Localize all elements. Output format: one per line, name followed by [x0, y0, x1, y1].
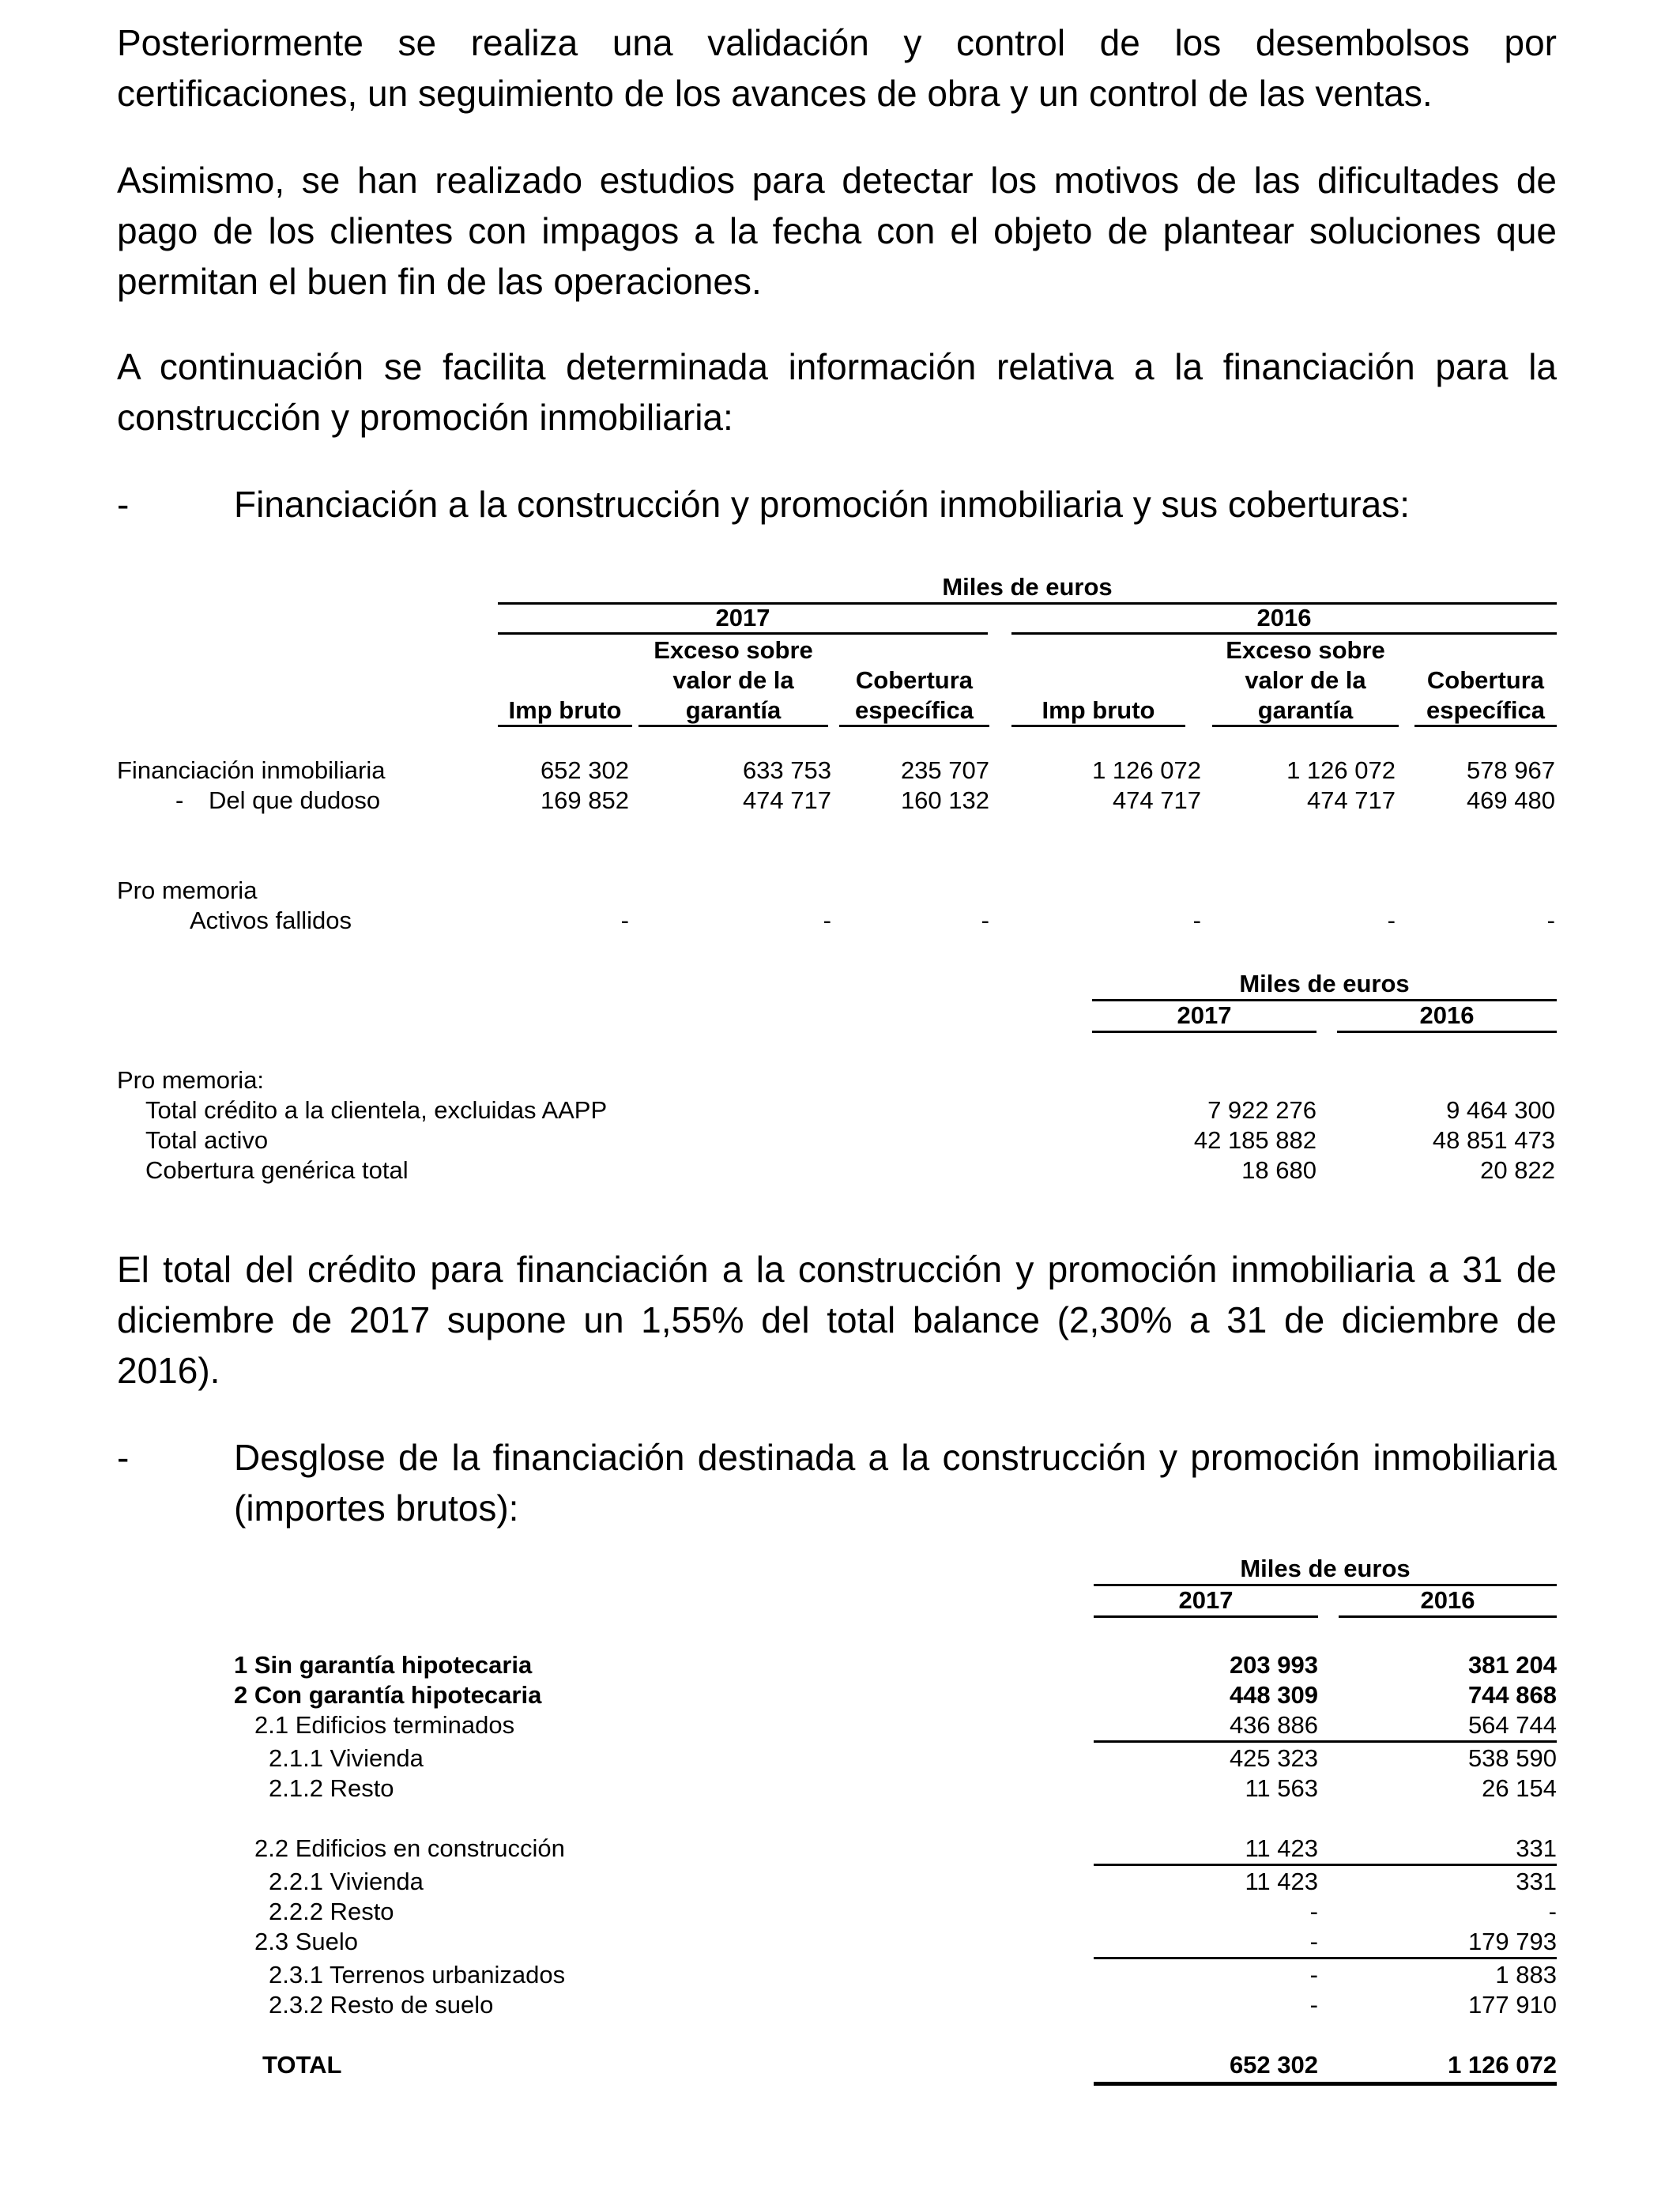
table2-cell: 20 822	[1480, 1156, 1555, 1184]
table3-cell: 203 993	[1229, 1651, 1318, 1679]
table3-total-cell: 1 126 072	[1448, 2051, 1557, 2079]
table3-cell: 425 323	[1229, 1744, 1318, 1772]
table1-cell: 469 480	[1466, 786, 1555, 814]
paragraph-validacion: Posteriormente se realiza una validación y control de los desembolsos por certificaciones, un seguimiento de los avances de obra y un control de las ventas.	[117, 22, 1557, 114]
table2-cell: 48 851 473	[1432, 1126, 1555, 1154]
table2-row-label: Cobertura genérica total	[145, 1156, 409, 1184]
bullet-desglose: Desglose de la financiación destinada a la construcción y promoción inmobiliaria (importes brutos):	[234, 1437, 1557, 1529]
table1-header-imp-bruto-2016: Imp bruto	[1042, 696, 1155, 724]
table2-year-2016: 2016	[1419, 1001, 1475, 1029]
table3-cell: 11 423	[1245, 1868, 1318, 1895]
table3-row-label: 2.2.1 Vivienda	[269, 1868, 424, 1895]
table3-cell: 744 868	[1467, 1681, 1557, 1709]
table3-cell: 179 793	[1467, 1928, 1557, 1955]
table3-cell: 11 563	[1245, 1774, 1318, 1802]
table1-year-2016: 2016	[1256, 604, 1312, 631]
table3-cell: 436 886	[1229, 1711, 1318, 1739]
table2-cell: 18 680	[1241, 1156, 1317, 1184]
table3-row-label: 2.1.1 Vivienda	[269, 1744, 424, 1772]
table3-subtotal-rule	[1094, 1957, 1557, 1959]
table3-row-label: 2.2 Edificios en construcción	[254, 1834, 565, 1862]
table1-cell: 169 852	[540, 786, 629, 814]
table1-cell: 474 717	[742, 786, 831, 814]
table1-rule-imp-2016	[1011, 725, 1185, 727]
table1-cell: -	[1546, 907, 1555, 934]
table1-header-exceso-l3-2017: garantía	[685, 696, 782, 724]
table1-cell: 652 302	[540, 756, 629, 784]
table2-memo-label: Pro memoria:	[117, 1066, 265, 1094]
table1-cell: 1 126 072	[1286, 756, 1396, 784]
table1-cell: 633 753	[742, 756, 831, 784]
table1-header-exceso-l2-2017: valor de la	[672, 666, 794, 694]
table1-cell: -	[1192, 907, 1201, 934]
table1-cell: 1 126 072	[1092, 756, 1201, 784]
table3-row-label: 1 Sin garantía hipotecaria	[234, 1651, 533, 1679]
table1-row-marker: -	[175, 786, 184, 814]
table1-cell: -	[620, 907, 629, 934]
table3-cell: -	[1309, 1928, 1318, 1955]
table1-cell: 578 967	[1466, 756, 1555, 784]
paragraph-estudios: Asimismo, se han realizado estudios para detectar los motivos de las dificultades de pago de los clientes con impagos a la fecha con el objeto de plantear soluciones que permitan el buen fin de las operaciones.	[117, 160, 1557, 302]
table3-row-label: 2.1.2 Resto	[269, 1774, 394, 1802]
table1-rule-exceso-2017	[638, 725, 828, 727]
table1-rule-cob-2016	[1414, 725, 1557, 727]
table1-rule-2017	[498, 632, 988, 635]
table1-memo-label: Pro memoria	[117, 876, 258, 904]
table1-row-label: Del que dudoso	[209, 786, 381, 814]
table1-header-exceso-l1-2016: Exceso sobre	[1226, 636, 1385, 664]
table1-header-cobertura-l1-2016: Cobertura	[1426, 666, 1545, 694]
table1-header-exceso-l1-2017: Exceso sobre	[654, 636, 813, 664]
bullet-dash: -	[117, 1437, 130, 1478]
table3-cell: -	[1309, 1898, 1318, 1925]
table3-row-label: 2.2.2 Resto	[269, 1898, 394, 1925]
table3-cell: 381 204	[1467, 1651, 1557, 1679]
table3-rule-2016	[1339, 1615, 1557, 1618]
table1-year-2017: 2017	[715, 604, 770, 631]
table3-total-label: TOTAL	[262, 2051, 342, 2079]
table3-subtotal-rule	[1094, 1864, 1557, 1866]
table3-subtotal-rule	[1094, 1740, 1557, 1743]
table1-cell: -	[1387, 907, 1396, 934]
table3-cell: 538 590	[1467, 1744, 1557, 1772]
table1-header-cobertura-l2-2017: específica	[855, 696, 974, 724]
paragraph-informacion: A continuación se facilita determinada información relativa a la financiación para la construcción y promoción inmobiliaria:	[117, 346, 1557, 438]
table3-cell: 448 309	[1229, 1681, 1318, 1709]
table3-row-label: 2 Con garantía hipotecaria	[234, 1681, 542, 1709]
table1-cell: -	[823, 907, 831, 934]
table3-row-label: 2.1 Edificios terminados	[254, 1711, 515, 1739]
table3-cell: 177 910	[1467, 1991, 1557, 2019]
table1-header-cobertura-l1-2017: Cobertura	[855, 666, 974, 694]
table2-year-2017: 2017	[1177, 1001, 1232, 1029]
table3-row-label: 2.3.1 Terrenos urbanizados	[269, 1961, 566, 1989]
table2-cell: 42 185 882	[1193, 1126, 1317, 1154]
table3-cell: -	[1309, 1991, 1318, 2019]
bullet-financiacion-coberturas: Financiación a la construcción y promoción inmobiliaria y sus coberturas:	[234, 484, 1411, 525]
table3-row-label: 2.3.2 Resto de suelo	[269, 1991, 494, 2019]
table3-total-cell: 652 302	[1229, 2051, 1318, 2079]
table3-cell: 11 423	[1245, 1834, 1318, 1862]
table3-year-2017: 2017	[1178, 1586, 1234, 1614]
table3-cell: 331	[1516, 1834, 1557, 1862]
table2-cell: 7 922 276	[1207, 1096, 1317, 1124]
table2-rule-2016	[1337, 1031, 1557, 1033]
table2-row-label: Total activo	[145, 1126, 269, 1154]
table1-header-exceso-l3-2016: garantía	[1257, 696, 1354, 724]
table1-header-exceso-l2-2016: valor de la	[1245, 666, 1366, 694]
table2-cell: 9 464 300	[1446, 1096, 1555, 1124]
table1-unit: Miles de euros	[942, 573, 1113, 601]
table3-cell: 564 744	[1467, 1711, 1557, 1739]
table1-row-label: Financiación inmobiliaria	[117, 756, 386, 784]
table1-cell: 235 707	[900, 756, 989, 784]
table1-cell: 160 132	[900, 786, 989, 814]
bullet-dash: -	[117, 484, 130, 525]
table3-cell: 1 883	[1495, 1961, 1557, 1989]
table1-cell: 474 717	[1306, 786, 1396, 814]
table2-rule-2017	[1092, 1031, 1317, 1033]
table1-rule-2016	[1011, 632, 1557, 635]
table2-row-label: Total crédito a la clientela, excluidas AAPP	[145, 1096, 608, 1124]
table3-rule-2017	[1094, 1615, 1318, 1618]
table3-total-rule	[1094, 2082, 1557, 2086]
table3-year-2016: 2016	[1420, 1586, 1475, 1614]
table1-header-cobertura-l2-2016: específica	[1426, 696, 1545, 724]
table3-cell: 331	[1516, 1868, 1557, 1895]
table1-rule-exceso-2016	[1212, 725, 1399, 727]
table1-rule-imp-2017	[498, 725, 632, 727]
table3-unit: Miles de euros	[1240, 1555, 1411, 1582]
table3-row-label: 2.3 Suelo	[254, 1928, 358, 1955]
table2-unit: Miles de euros	[1239, 970, 1410, 997]
table1-header-imp-bruto-2017: Imp bruto	[508, 696, 622, 724]
table3-cell: 26 154	[1482, 1774, 1557, 1802]
table3-cell: -	[1309, 1961, 1318, 1989]
table1-memo-row-label: Activos fallidos	[190, 907, 352, 934]
paragraph-total-credito: El total del crédito para financiación a la construcción y promoción inmobiliaria a 31 de diciembre de 2017 supone un 1,55% del total balance (2,30% a 31 de diciembre de 2016).	[117, 1249, 1557, 1391]
table3-cell: -	[1548, 1898, 1557, 1925]
table1-rule-cob-2017	[839, 725, 989, 727]
table1-cell: 474 717	[1112, 786, 1201, 814]
table1-cell: -	[981, 907, 989, 934]
